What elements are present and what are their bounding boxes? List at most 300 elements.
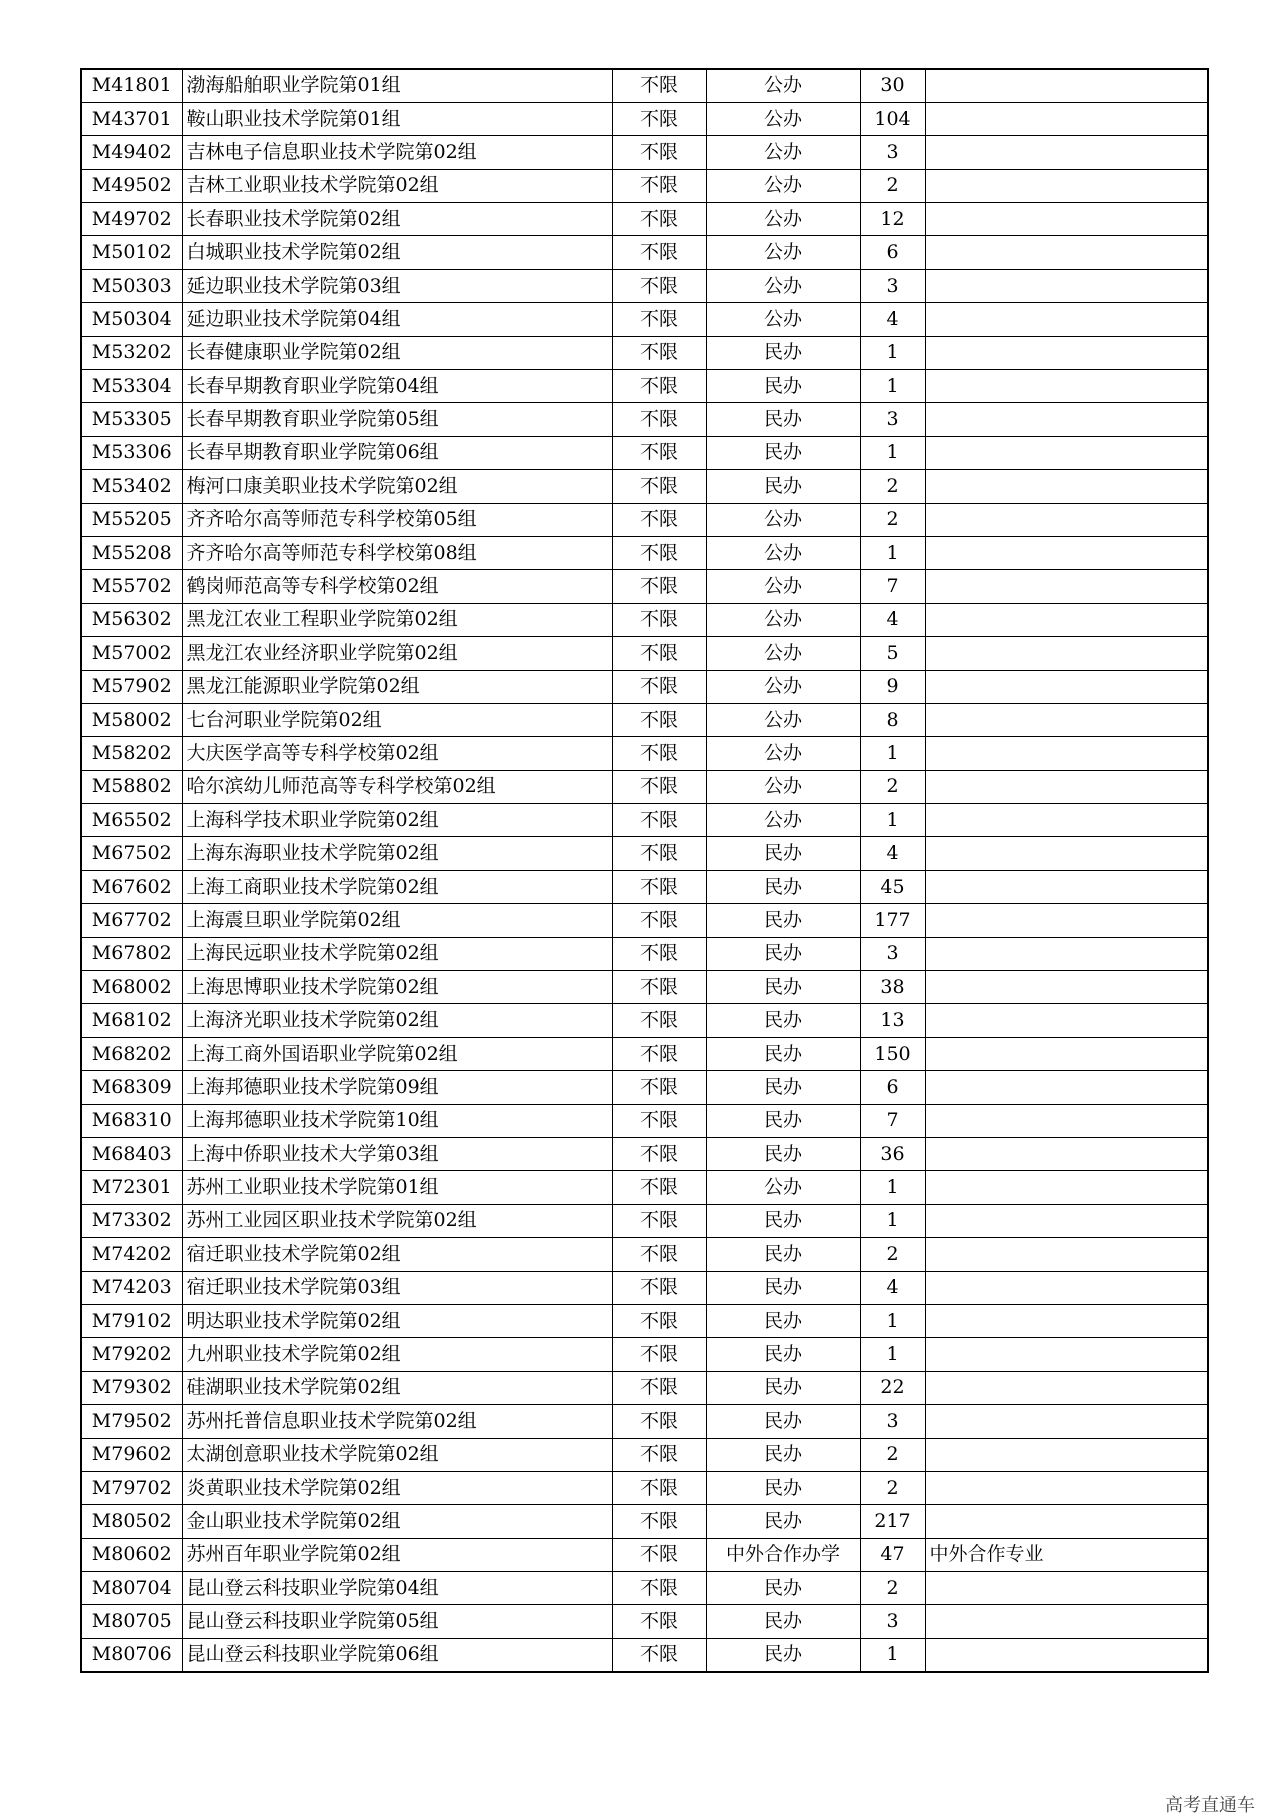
group-code-cell: M68403	[81, 1138, 182, 1171]
table-row	[81, 336, 1208, 369]
school-type-cell: 公办	[706, 770, 860, 803]
table-row	[81, 136, 1208, 169]
group-code-cell: M49702	[81, 203, 182, 236]
group-code-cell: M67702	[81, 904, 182, 937]
school-type-cell: 民办	[706, 1304, 860, 1337]
note-cell	[925, 269, 1208, 302]
plan-count-cell: 13	[860, 1004, 925, 1037]
school-group-cell: 吉林电子信息职业技术学院第02组	[182, 136, 612, 169]
plan-count-cell: 1	[860, 1171, 925, 1204]
school-group-cell: 长春早期教育职业学院第06组	[182, 436, 612, 469]
school-group-cell: 苏州百年职业学院第02组	[182, 1538, 612, 1571]
note-cell	[925, 370, 1208, 403]
school-group-cell: 上海工商职业技术学院第02组	[182, 870, 612, 903]
plan-count-cell: 30	[860, 69, 925, 102]
group-code-cell: M67602	[81, 870, 182, 903]
table-row	[81, 1238, 1208, 1271]
school-type-cell: 公办	[706, 136, 860, 169]
school-group-cell: 吉林工业职业技术学院第02组	[182, 169, 612, 202]
table-row	[81, 236, 1208, 269]
school-group-cell: 苏州托普信息职业技术学院第02组	[182, 1405, 612, 1438]
subject-requirement-cell: 不限	[612, 336, 706, 369]
plan-count-cell: 1	[860, 1638, 925, 1671]
note-cell: 中外合作专业	[925, 1538, 1208, 1571]
plan-count-cell: 104	[860, 102, 925, 135]
school-type-cell: 公办	[706, 169, 860, 202]
school-type-cell: 公办	[706, 303, 860, 336]
group-code-cell: M57002	[81, 637, 182, 670]
group-code-cell: M58002	[81, 703, 182, 736]
note-cell	[925, 236, 1208, 269]
subject-requirement-cell: 不限	[612, 1638, 706, 1671]
plan-count-cell: 150	[860, 1037, 925, 1070]
school-type-cell: 民办	[706, 370, 860, 403]
note-cell	[925, 1238, 1208, 1271]
school-type-cell: 民办	[706, 1405, 860, 1438]
group-code-cell: M53202	[81, 336, 182, 369]
subject-requirement-cell: 不限	[612, 1271, 706, 1304]
group-code-cell: M80704	[81, 1572, 182, 1605]
school-type-cell: 公办	[706, 737, 860, 770]
plan-count-cell: 1	[860, 804, 925, 837]
school-type-cell: 公办	[706, 1171, 860, 1204]
school-type-cell: 民办	[706, 1371, 860, 1404]
subject-requirement-cell: 不限	[612, 1471, 706, 1504]
table-row	[81, 1371, 1208, 1404]
subject-requirement-cell: 不限	[612, 503, 706, 536]
note-cell	[925, 470, 1208, 503]
school-group-cell: 苏州工业职业技术学院第01组	[182, 1171, 612, 1204]
note-cell	[925, 804, 1208, 837]
school-group-cell: 上海民远职业技术学院第02组	[182, 937, 612, 970]
subject-requirement-cell: 不限	[612, 102, 706, 135]
school-type-cell: 民办	[706, 403, 860, 436]
subject-requirement-cell: 不限	[612, 1304, 706, 1337]
note-cell	[925, 603, 1208, 636]
group-code-cell: M79602	[81, 1438, 182, 1471]
table-row	[81, 102, 1208, 135]
plan-count-cell: 1	[860, 336, 925, 369]
school-group-cell: 七台河职业学院第02组	[182, 703, 612, 736]
school-group-cell: 黑龙江农业经济职业学院第02组	[182, 637, 612, 670]
plan-count-cell: 1	[860, 1304, 925, 1337]
table-row	[81, 436, 1208, 469]
school-group-cell: 金山职业技术学院第02组	[182, 1505, 612, 1538]
school-group-cell: 上海工商外国语职业学院第02组	[182, 1037, 612, 1070]
plan-count-cell: 6	[860, 1071, 925, 1104]
table-row	[81, 1471, 1208, 1504]
school-group-cell: 鞍山职业技术学院第01组	[182, 102, 612, 135]
note-cell	[925, 703, 1208, 736]
school-type-cell: 民办	[706, 336, 860, 369]
group-code-cell: M56302	[81, 603, 182, 636]
subject-requirement-cell: 不限	[612, 1438, 706, 1471]
school-type-cell: 公办	[706, 570, 860, 603]
subject-requirement-cell: 不限	[612, 1371, 706, 1404]
group-code-cell: M79202	[81, 1338, 182, 1371]
school-group-cell: 长春健康职业学院第02组	[182, 336, 612, 369]
group-code-cell: M80706	[81, 1638, 182, 1671]
table-row	[81, 770, 1208, 803]
note-cell	[925, 1605, 1208, 1638]
enrollment-table	[80, 68, 1209, 1673]
school-type-cell: 民办	[706, 1505, 860, 1538]
group-code-cell: M79502	[81, 1405, 182, 1438]
subject-requirement-cell: 不限	[612, 737, 706, 770]
school-type-cell: 民办	[706, 436, 860, 469]
subject-requirement-cell: 不限	[612, 1338, 706, 1371]
school-type-cell: 公办	[706, 69, 860, 102]
subject-requirement-cell: 不限	[612, 136, 706, 169]
group-code-cell: M80502	[81, 1505, 182, 1538]
school-type-cell: 公办	[706, 603, 860, 636]
subject-requirement-cell: 不限	[612, 370, 706, 403]
group-code-cell: M79702	[81, 1471, 182, 1504]
subject-requirement-cell: 不限	[612, 1572, 706, 1605]
subject-requirement-cell: 不限	[612, 403, 706, 436]
plan-count-cell: 38	[860, 971, 925, 1004]
school-type-cell: 民办	[706, 870, 860, 903]
school-group-cell: 硅湖职业技术学院第02组	[182, 1371, 612, 1404]
plan-count-cell: 12	[860, 203, 925, 236]
note-cell	[925, 1171, 1208, 1204]
note-cell	[925, 1438, 1208, 1471]
group-code-cell: M55208	[81, 536, 182, 569]
plan-count-cell: 1	[860, 370, 925, 403]
plan-count-cell: 45	[860, 870, 925, 903]
table-row	[81, 470, 1208, 503]
school-group-cell: 延边职业技术学院第03组	[182, 269, 612, 302]
plan-count-cell: 2	[860, 169, 925, 202]
school-type-cell: 民办	[706, 904, 860, 937]
plan-count-cell: 177	[860, 904, 925, 937]
note-cell	[925, 336, 1208, 369]
subject-requirement-cell: 不限	[612, 169, 706, 202]
group-code-cell: M57902	[81, 670, 182, 703]
table-row	[81, 69, 1208, 102]
plan-count-cell: 2	[860, 503, 925, 536]
school-type-cell: 民办	[706, 1037, 860, 1070]
school-type-cell: 公办	[706, 536, 860, 569]
plan-count-cell: 1	[860, 1204, 925, 1237]
plan-count-cell: 36	[860, 1138, 925, 1171]
table-row	[81, 536, 1208, 569]
table-row	[81, 1505, 1208, 1538]
plan-count-cell: 3	[860, 937, 925, 970]
group-code-cell: M72301	[81, 1171, 182, 1204]
note-cell	[925, 937, 1208, 970]
group-code-cell: M58802	[81, 770, 182, 803]
school-group-cell: 上海震旦职业学院第02组	[182, 904, 612, 937]
group-code-cell: M74203	[81, 1271, 182, 1304]
subject-requirement-cell: 不限	[612, 236, 706, 269]
plan-count-cell: 22	[860, 1371, 925, 1404]
school-group-cell: 长春早期教育职业学院第04组	[182, 370, 612, 403]
group-code-cell: M68309	[81, 1071, 182, 1104]
note-cell	[925, 536, 1208, 569]
plan-count-cell: 3	[860, 403, 925, 436]
subject-requirement-cell: 不限	[612, 1171, 706, 1204]
note-cell	[925, 203, 1208, 236]
table-row	[81, 269, 1208, 302]
school-group-cell: 炎黄职业技术学院第02组	[182, 1471, 612, 1504]
table-row	[81, 904, 1208, 937]
school-group-cell: 上海邦德职业技术学院第10组	[182, 1104, 612, 1137]
school-type-cell: 公办	[706, 102, 860, 135]
note-cell	[925, 1037, 1208, 1070]
note-cell	[925, 904, 1208, 937]
school-type-cell: 民办	[706, 1004, 860, 1037]
table-row	[81, 1605, 1208, 1638]
school-group-cell: 大庆医学高等专科学校第02组	[182, 737, 612, 770]
group-code-cell: M49402	[81, 136, 182, 169]
school-group-cell: 长春职业技术学院第02组	[182, 203, 612, 236]
subject-requirement-cell: 不限	[612, 1204, 706, 1237]
school-type-cell: 公办	[706, 637, 860, 670]
group-code-cell: M58202	[81, 737, 182, 770]
note-cell	[925, 570, 1208, 603]
school-group-cell: 昆山登云科技职业学院第06组	[182, 1638, 612, 1671]
subject-requirement-cell: 不限	[612, 436, 706, 469]
plan-count-cell: 7	[860, 1104, 925, 1137]
group-code-cell: M65502	[81, 804, 182, 837]
school-type-cell: 公办	[706, 703, 860, 736]
school-type-cell: 民办	[706, 1204, 860, 1237]
school-type-cell: 民办	[706, 470, 860, 503]
group-code-cell: M68102	[81, 1004, 182, 1037]
plan-count-cell: 2	[860, 1438, 925, 1471]
plan-count-cell: 47	[860, 1538, 925, 1571]
note-cell	[925, 169, 1208, 202]
school-type-cell: 民办	[706, 1471, 860, 1504]
note-cell	[925, 436, 1208, 469]
table-row	[81, 637, 1208, 670]
plan-count-cell: 3	[860, 1405, 925, 1438]
subject-requirement-cell: 不限	[612, 603, 706, 636]
subject-requirement-cell: 不限	[612, 804, 706, 837]
plan-count-cell: 4	[860, 837, 925, 870]
subject-requirement-cell: 不限	[612, 1004, 706, 1037]
group-code-cell: M67802	[81, 937, 182, 970]
school-type-cell: 民办	[706, 1338, 860, 1371]
table-row	[81, 1538, 1208, 1571]
school-group-cell: 齐齐哈尔高等师范专科学校第05组	[182, 503, 612, 536]
group-code-cell: M50102	[81, 236, 182, 269]
subject-requirement-cell: 不限	[612, 637, 706, 670]
table-row	[81, 1271, 1208, 1304]
note-cell	[925, 837, 1208, 870]
note-cell	[925, 971, 1208, 1004]
note-cell	[925, 1471, 1208, 1504]
school-group-cell: 昆山登云科技职业学院第04组	[182, 1572, 612, 1605]
school-group-cell: 宿迁职业技术学院第03组	[182, 1271, 612, 1304]
note-cell	[925, 1338, 1208, 1371]
school-type-cell: 民办	[706, 1605, 860, 1638]
subject-requirement-cell: 不限	[612, 904, 706, 937]
school-group-cell: 长春早期教育职业学院第05组	[182, 403, 612, 436]
note-cell	[925, 303, 1208, 336]
plan-count-cell: 2	[860, 1238, 925, 1271]
table-row	[81, 737, 1208, 770]
school-group-cell: 黑龙江农业工程职业学院第02组	[182, 603, 612, 636]
group-code-cell: M53305	[81, 403, 182, 436]
subject-requirement-cell: 不限	[612, 703, 706, 736]
subject-requirement-cell: 不限	[612, 536, 706, 569]
group-code-cell: M53304	[81, 370, 182, 403]
table-row	[81, 1104, 1208, 1137]
subject-requirement-cell: 不限	[612, 470, 706, 503]
school-type-cell: 民办	[706, 1138, 860, 1171]
plan-count-cell: 1	[860, 536, 925, 569]
subject-requirement-cell: 不限	[612, 1238, 706, 1271]
plan-count-cell: 5	[860, 637, 925, 670]
table-row	[81, 1304, 1208, 1337]
school-group-cell: 明达职业技术学院第02组	[182, 1304, 612, 1337]
group-code-cell: M55205	[81, 503, 182, 536]
note-cell	[925, 870, 1208, 903]
group-code-cell: M68310	[81, 1104, 182, 1137]
school-type-cell: 公办	[706, 269, 860, 302]
school-group-cell: 太湖创意职业技术学院第02组	[182, 1438, 612, 1471]
plan-count-cell: 4	[860, 303, 925, 336]
table-row	[81, 670, 1208, 703]
note-cell	[925, 1104, 1208, 1137]
note-cell	[925, 102, 1208, 135]
plan-count-cell: 7	[860, 570, 925, 603]
subject-requirement-cell: 不限	[612, 670, 706, 703]
plan-count-cell: 1	[860, 737, 925, 770]
subject-requirement-cell: 不限	[612, 1605, 706, 1638]
school-group-cell: 苏州工业园区职业技术学院第02组	[182, 1204, 612, 1237]
subject-requirement-cell: 不限	[612, 203, 706, 236]
table-row	[81, 1338, 1208, 1371]
table-row	[81, 804, 1208, 837]
school-group-cell: 上海中侨职业技术大学第03组	[182, 1138, 612, 1171]
table-row	[81, 169, 1208, 202]
school-type-cell: 民办	[706, 1104, 860, 1137]
table-row	[81, 503, 1208, 536]
school-type-cell: 民办	[706, 971, 860, 1004]
subject-requirement-cell: 不限	[612, 1505, 706, 1538]
note-cell	[925, 1304, 1208, 1337]
plan-count-cell: 3	[860, 269, 925, 302]
group-code-cell: M43701	[81, 102, 182, 135]
group-code-cell: M67502	[81, 837, 182, 870]
plan-count-cell: 9	[860, 670, 925, 703]
plan-count-cell: 3	[860, 1605, 925, 1638]
table-row	[81, 1004, 1208, 1037]
school-group-cell: 哈尔滨幼儿师范高等专科学校第02组	[182, 770, 612, 803]
plan-count-cell: 4	[860, 1271, 925, 1304]
group-code-cell: M41801	[81, 69, 182, 102]
school-group-cell: 宿迁职业技术学院第02组	[182, 1238, 612, 1271]
school-type-cell: 民办	[706, 1238, 860, 1271]
group-code-cell: M79302	[81, 1371, 182, 1404]
group-code-cell: M53402	[81, 470, 182, 503]
subject-requirement-cell: 不限	[612, 1405, 706, 1438]
subject-requirement-cell: 不限	[612, 971, 706, 1004]
table-row	[81, 1572, 1208, 1605]
note-cell	[925, 1071, 1208, 1104]
school-type-cell: 民办	[706, 1638, 860, 1671]
group-code-cell: M68202	[81, 1037, 182, 1070]
subject-requirement-cell: 不限	[612, 770, 706, 803]
school-type-cell: 民办	[706, 837, 860, 870]
plan-count-cell: 2	[860, 470, 925, 503]
subject-requirement-cell: 不限	[612, 570, 706, 603]
group-code-cell: M79102	[81, 1304, 182, 1337]
plan-count-cell: 2	[860, 1572, 925, 1605]
school-type-cell: 民办	[706, 1071, 860, 1104]
group-code-cell: M53306	[81, 436, 182, 469]
school-group-cell: 上海科学技术职业学院第02组	[182, 804, 612, 837]
table-row	[81, 303, 1208, 336]
table-row	[81, 937, 1208, 970]
school-type-cell: 公办	[706, 804, 860, 837]
table-row	[81, 603, 1208, 636]
school-type-cell: 公办	[706, 503, 860, 536]
subject-requirement-cell: 不限	[612, 1071, 706, 1104]
school-group-cell: 上海东海职业技术学院第02组	[182, 837, 612, 870]
table-row	[81, 1171, 1208, 1204]
table-row	[81, 1638, 1208, 1671]
table-row	[81, 703, 1208, 736]
subject-requirement-cell: 不限	[612, 837, 706, 870]
school-type-cell: 公办	[706, 203, 860, 236]
school-group-cell: 黑龙江能源职业学院第02组	[182, 670, 612, 703]
school-group-cell: 鹤岗师范高等专科学校第02组	[182, 570, 612, 603]
subject-requirement-cell: 不限	[612, 269, 706, 302]
school-type-cell: 民办	[706, 1572, 860, 1605]
school-type-cell: 公办	[706, 236, 860, 269]
table-row	[81, 837, 1208, 870]
plan-count-cell: 1	[860, 1338, 925, 1371]
plan-count-cell: 4	[860, 603, 925, 636]
subject-requirement-cell: 不限	[612, 1104, 706, 1137]
plan-count-cell: 1	[860, 436, 925, 469]
school-group-cell: 白城职业技术学院第02组	[182, 236, 612, 269]
school-group-cell: 延边职业技术学院第04组	[182, 303, 612, 336]
plan-count-cell: 3	[860, 136, 925, 169]
school-group-cell: 九州职业技术学院第02组	[182, 1338, 612, 1371]
school-group-cell: 昆山登云科技职业学院第05组	[182, 1605, 612, 1638]
plan-count-cell: 2	[860, 770, 925, 803]
school-group-cell: 梅河口康美职业技术学院第02组	[182, 470, 612, 503]
group-code-cell: M73302	[81, 1204, 182, 1237]
school-type-cell: 中外合作办学	[706, 1538, 860, 1571]
table-row	[81, 1071, 1208, 1104]
table-row	[81, 403, 1208, 436]
note-cell	[925, 136, 1208, 169]
subject-requirement-cell: 不限	[612, 1037, 706, 1070]
table-body	[81, 69, 1208, 1672]
subject-requirement-cell: 不限	[612, 303, 706, 336]
note-cell	[925, 770, 1208, 803]
school-group-cell: 上海济光职业技术学院第02组	[182, 1004, 612, 1037]
note-cell	[925, 1572, 1208, 1605]
plan-count-cell: 6	[860, 236, 925, 269]
group-code-cell: M55702	[81, 570, 182, 603]
note-cell	[925, 1638, 1208, 1671]
group-code-cell: M50304	[81, 303, 182, 336]
note-cell	[925, 1505, 1208, 1538]
group-code-cell: M68002	[81, 971, 182, 1004]
subject-requirement-cell: 不限	[612, 69, 706, 102]
school-type-cell: 民办	[706, 1438, 860, 1471]
school-group-cell: 上海思博职业技术学院第02组	[182, 971, 612, 1004]
note-cell	[925, 1138, 1208, 1171]
group-code-cell: M49502	[81, 169, 182, 202]
